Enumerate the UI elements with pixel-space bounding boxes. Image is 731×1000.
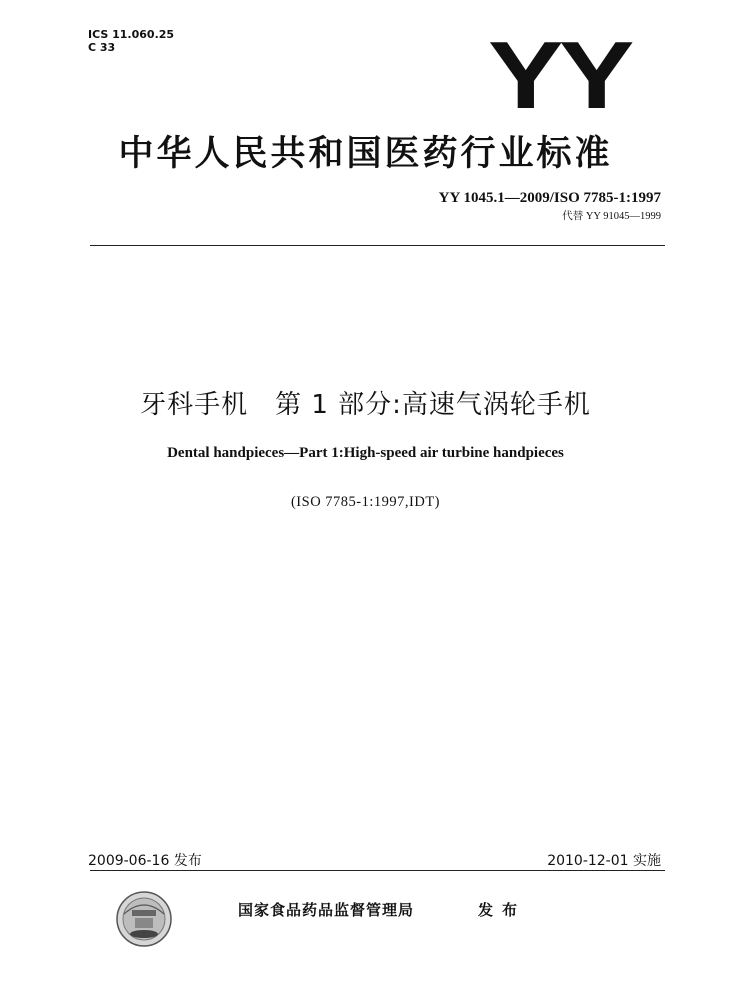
ics-classification — [88, 28, 174, 54]
class-code: C 33 — [88, 41, 116, 54]
document-title-en: Dental handpieces—Part 1:High-speed air turbine handpieces — [167, 445, 564, 461]
footer-divider — [90, 870, 665, 871]
standard-number: YY 1045.1—2009/ISO 7785-1:1997 — [438, 190, 661, 206]
header-divider — [90, 245, 665, 246]
issuing-agency: 国家食品药品监督管理局 — [238, 901, 415, 919]
yy-logo: YY — [488, 22, 630, 129]
issuer-verb: 发布 — [478, 901, 527, 919]
standard-category-title: 中华人民共和国医药行业标准 — [118, 134, 613, 174]
document-title-cn: 牙科手机 第 1 部分:高速气涡轮手机 — [140, 390, 591, 420]
replaces-standard: 代替 YY 91045—1999 — [562, 211, 661, 222]
issue-date: 2009-06-16 发布 — [88, 853, 202, 869]
agency-seal-icon — [115, 890, 173, 948]
iso-reference: (ISO 7785-1:1997,IDT) — [290, 494, 441, 510]
ics-code: ICS 11.060.25 — [88, 28, 175, 41]
implementation-date: 2010-12-01 实施 — [547, 853, 661, 869]
